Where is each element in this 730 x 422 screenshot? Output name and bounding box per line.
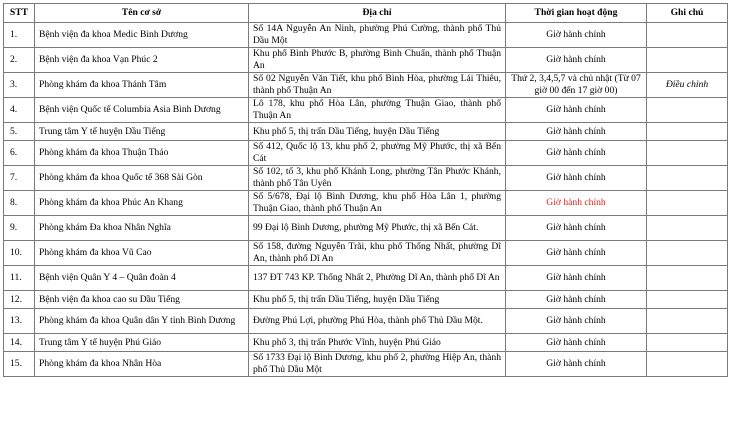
row-name: Phòng khám đa khoa Vũ Cao xyxy=(35,241,249,266)
facility-table xyxy=(3,3,728,377)
row-name: Phòng khám đa khoa Nhân Hòa xyxy=(35,352,249,377)
row-name: Phòng khám Đa khoa Nhân Nghĩa xyxy=(35,216,249,241)
row-stt: 6. xyxy=(4,141,35,166)
row-hours: Giờ hành chính xyxy=(506,191,647,216)
row-note xyxy=(647,266,728,291)
row-address: Khu phố Bình Phước B, phường Bình Chuẩn, thành phố Thuận An xyxy=(249,48,506,73)
row-hours: Giờ hành chính xyxy=(506,123,647,141)
row-hours: Giờ hành chính xyxy=(506,291,647,309)
table-row xyxy=(4,48,728,73)
table-row xyxy=(4,191,728,216)
row-name: Bệnh viện đa khoa Vạn Phúc 2 xyxy=(35,48,249,73)
table-row xyxy=(4,141,728,166)
row-name: Bệnh viện Quốc tế Columbia Asia Bình Dương xyxy=(35,98,249,123)
row-hours: Giờ hành chính xyxy=(506,334,647,352)
row-hours: Giờ hành chính xyxy=(506,266,647,291)
row-name: Phòng khám đa khoa Quốc tế 368 Sài Gòn xyxy=(35,166,249,191)
table-row xyxy=(4,309,728,334)
row-hours: Giờ hành chính xyxy=(506,98,647,123)
row-name: Phòng khám đa khoa Thánh Tâm xyxy=(35,73,249,98)
row-stt: 15. xyxy=(4,352,35,377)
row-note xyxy=(647,141,728,166)
row-stt: 8. xyxy=(4,191,35,216)
facility-table-container xyxy=(3,3,727,377)
row-address: Số 1733 Đại lộ Bình Dương, khu phố 2, phường Hiệp An, thành phố Thủ Dầu Một xyxy=(249,352,506,377)
row-hours: Giờ hành chính xyxy=(506,352,647,377)
row-hours: Giờ hành chính xyxy=(506,141,647,166)
row-address: Khu phố 5, thị trấn Dầu Tiếng, huyện Dầu Tiếng xyxy=(249,291,506,309)
table-header-row xyxy=(4,4,728,23)
row-stt: 9. xyxy=(4,216,35,241)
row-address: 99 Đại lộ Bình Dương, phường Mỹ Phước, thị xã Bến Cát. xyxy=(249,216,506,241)
table-row xyxy=(4,334,728,352)
row-stt: 4. xyxy=(4,98,35,123)
header-stt: STT xyxy=(4,4,35,23)
row-note xyxy=(647,98,728,123)
row-address: Số 02 Nguyễn Văn Tiết, khu phố Bình Hòa, phường Lái Thiêu, thành phố Thuận An xyxy=(249,73,506,98)
row-note: Điều chỉnh xyxy=(647,73,728,98)
row-hours: Giờ hành chính xyxy=(506,241,647,266)
row-stt: 5. xyxy=(4,123,35,141)
row-address: Số 412, Quốc lộ 13, khu phố 2, phường Mỹ Phước, thị xã Bến Cát xyxy=(249,141,506,166)
row-note xyxy=(647,23,728,48)
header-note: Ghi chú xyxy=(647,4,728,23)
header-hours: Thời gian hoạt động xyxy=(506,4,647,23)
row-name: Phòng khám đa khoa Phúc An Khang xyxy=(35,191,249,216)
row-address: Khu phố 5, thị trấn Dầu Tiếng, huyện Dầu Tiếng xyxy=(249,123,506,141)
row-stt: 1. xyxy=(4,23,35,48)
row-note xyxy=(647,191,728,216)
table-row xyxy=(4,352,728,377)
row-address: Khu phố 3, thị trấn Phước Vĩnh, huyện Phú Giáo xyxy=(249,334,506,352)
row-note xyxy=(647,352,728,377)
row-hours: Thứ 2, 3,4,5,7 và chủ nhật (Từ 07 giờ 00 đến 17 giờ 00) xyxy=(506,73,647,98)
row-address: 137 ĐT 743 KP. Thống Nhất 2, Phường Dĩ An, thành phố Dĩ An xyxy=(249,266,506,291)
row-note xyxy=(647,309,728,334)
row-address: Lô 178, khu phố Hòa Lân, phường Thuận Giao, thành phố Thuận An xyxy=(249,98,506,123)
row-note xyxy=(647,291,728,309)
row-address: Số 5/678, Đại lộ Bình Dương, khu phố Hòa Lân 1, phường Thuận Giao, thành phố Thuận An xyxy=(249,191,506,216)
row-address: Số 14A Nguyễn An Ninh, phường Phú Cường, thành phố Thủ Dầu Một xyxy=(249,23,506,48)
row-stt: 13. xyxy=(4,309,35,334)
row-name: Bệnh viện đa khoa cao su Dầu Tiếng xyxy=(35,291,249,309)
row-name: Phòng khám đa khoa Quân dân Y tỉnh Bình Dương xyxy=(35,309,249,334)
row-address: Số 102, tổ 3, khu phố Khánh Long, phường Tân Phước Khánh, thành phố Tân Uyên xyxy=(249,166,506,191)
table-row xyxy=(4,291,728,309)
row-hours: Giờ hành chính xyxy=(506,309,647,334)
row-stt: 7. xyxy=(4,166,35,191)
row-name: Bệnh viện Quân Y 4 – Quân đoàn 4 xyxy=(35,266,249,291)
row-note xyxy=(647,123,728,141)
row-note xyxy=(647,334,728,352)
row-name: Phòng khám đa khoa Thuận Thảo xyxy=(35,141,249,166)
row-note xyxy=(647,216,728,241)
row-stt: 12. xyxy=(4,291,35,309)
table-row xyxy=(4,73,728,98)
row-note xyxy=(647,166,728,191)
row-note xyxy=(647,48,728,73)
row-name: Trung tâm Y tế huyện Dầu Tiếng xyxy=(35,123,249,141)
row-address: Số 158, đường Nguyễn Trãi, khu phố Thống Nhất, phường Dĩ An, thành phố Dĩ An xyxy=(249,241,506,266)
table-row xyxy=(4,123,728,141)
table-row xyxy=(4,266,728,291)
row-stt: 3. xyxy=(4,73,35,98)
row-address: Đường Phú Lợi, phường Phú Hòa, thành phố Thủ Dầu Một. xyxy=(249,309,506,334)
table-row xyxy=(4,241,728,266)
row-stt: 10. xyxy=(4,241,35,266)
row-hours: Giờ hành chính xyxy=(506,48,647,73)
row-name: Bệnh viện đa khoa Medic Bình Dương xyxy=(35,23,249,48)
row-hours: Giờ hành chính xyxy=(506,166,647,191)
row-hours: Giờ hành chính xyxy=(506,216,647,241)
table-row xyxy=(4,98,728,123)
table-row xyxy=(4,23,728,48)
table-row xyxy=(4,166,728,191)
row-stt: 2. xyxy=(4,48,35,73)
table-row xyxy=(4,216,728,241)
row-stt: 11. xyxy=(4,266,35,291)
row-hours: Giờ hành chính xyxy=(506,23,647,48)
header-address: Địa chỉ xyxy=(249,4,506,23)
header-name: Tên cơ sở xyxy=(35,4,249,23)
row-name: Trung tâm Y tế huyện Phú Giáo xyxy=(35,334,249,352)
row-note xyxy=(647,241,728,266)
row-stt: 14. xyxy=(4,334,35,352)
